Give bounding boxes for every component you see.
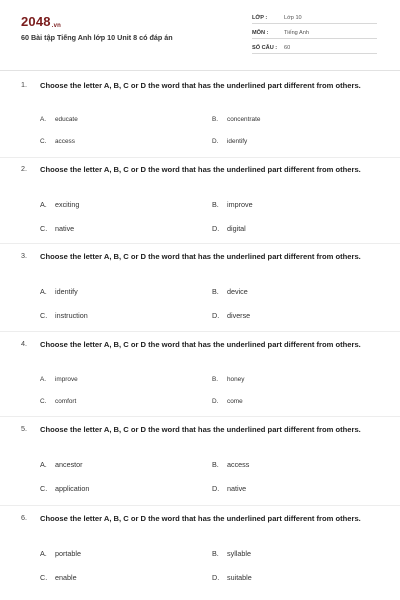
option-a[interactable] xyxy=(40,549,81,558)
option-letter: D. xyxy=(212,138,219,145)
option-word: portable xyxy=(55,549,81,558)
option-d[interactable] xyxy=(212,484,246,493)
question-divider xyxy=(0,157,400,158)
logo-tld: .vn xyxy=(51,23,62,29)
document-header xyxy=(0,0,400,72)
question-prompt: Choose the letter A, B, C or D the word that has the underlined part different from others. xyxy=(40,81,361,90)
option-c[interactable] xyxy=(40,224,74,233)
meta-count-label: SỐ CÂU : xyxy=(252,45,278,51)
option-letter: B. xyxy=(212,549,219,558)
option-word: concentrate xyxy=(227,116,261,123)
question-divider xyxy=(0,505,400,506)
option-word: comfort xyxy=(55,398,77,405)
option-word: identify xyxy=(55,287,78,296)
option-a[interactable] xyxy=(40,200,79,209)
option-word: improve xyxy=(55,376,78,383)
meta-class-row xyxy=(252,13,377,24)
option-word: educate xyxy=(55,116,78,123)
option-word: application xyxy=(55,484,90,493)
option-word: honey xyxy=(227,376,245,383)
option-a[interactable] xyxy=(40,376,78,383)
option-b[interactable] xyxy=(212,116,260,123)
header-divider xyxy=(0,70,400,71)
option-letter: D. xyxy=(212,311,220,320)
question-divider xyxy=(0,416,400,417)
question-prompt: Choose the letter A, B, C or D the word that has the underlined part different from others. xyxy=(40,514,361,523)
option-letter: B. xyxy=(212,460,219,469)
option-d[interactable] xyxy=(212,138,247,145)
option-word: native xyxy=(227,484,247,493)
option-letter: A. xyxy=(40,376,47,383)
meta-subject-label: MÔN : xyxy=(252,30,269,36)
option-letter: A. xyxy=(40,287,47,296)
option-letter: B. xyxy=(212,376,219,383)
option-c[interactable] xyxy=(40,573,77,582)
option-letter: C. xyxy=(40,224,48,233)
meta-class-value: Lớp 10 xyxy=(284,15,302,21)
option-b[interactable] xyxy=(212,287,248,296)
question-divider xyxy=(0,331,400,332)
option-letter: A. xyxy=(40,200,47,209)
logo-text: 2048 xyxy=(21,14,51,29)
option-word: instruction xyxy=(55,311,88,320)
document-title: 60 Bài tập Tiếng Anh lớp 10 Unit 8 có đáp án xyxy=(21,33,173,42)
option-letter: D. xyxy=(212,484,220,493)
option-letter: C. xyxy=(40,398,47,405)
site-logo[interactable] xyxy=(21,14,61,29)
option-c[interactable] xyxy=(40,484,89,493)
option-letter: D. xyxy=(212,398,219,405)
option-word: device xyxy=(227,287,248,296)
option-letter: A. xyxy=(40,116,47,123)
option-word: identify xyxy=(227,138,248,145)
question-number: 2. xyxy=(21,164,27,173)
option-word: exciting xyxy=(55,200,80,209)
option-word: ancestor xyxy=(55,460,83,469)
question-divider xyxy=(0,243,400,244)
option-word: enable xyxy=(55,573,77,582)
option-word: suitable xyxy=(227,573,252,582)
option-word: come xyxy=(227,398,243,405)
option-b[interactable] xyxy=(212,376,244,383)
option-word: access xyxy=(227,460,250,469)
question-number: 1. xyxy=(21,80,27,89)
meta-subject-row xyxy=(252,28,377,39)
option-d[interactable] xyxy=(212,573,252,582)
option-b[interactable] xyxy=(212,549,251,558)
question-number: 6. xyxy=(21,513,27,522)
option-b[interactable] xyxy=(212,200,253,209)
option-letter: B. xyxy=(212,200,219,209)
option-d[interactable] xyxy=(212,398,243,405)
question-prompt: Choose the letter A, B, C or D the word that has the underlined part different from others. xyxy=(40,165,361,174)
option-word: access xyxy=(55,138,75,145)
option-letter: A. xyxy=(40,460,47,469)
option-word: diverse xyxy=(227,311,251,320)
option-c[interactable] xyxy=(40,398,76,405)
option-letter: B. xyxy=(212,116,219,123)
option-word: improve xyxy=(227,200,253,209)
option-word: syllable xyxy=(227,549,251,558)
question-number: 5. xyxy=(21,424,27,433)
question-prompt: Choose the letter A, B, C or D the word that has the underlined part different from others. xyxy=(40,252,361,261)
option-c[interactable] xyxy=(40,311,88,320)
question-prompt: Choose the letter A, B, C or D the word that has the underlined part different from others. xyxy=(40,340,361,349)
option-letter: D. xyxy=(212,573,220,582)
question-number: 4. xyxy=(21,339,27,348)
option-d[interactable] xyxy=(212,224,246,233)
option-letter: B. xyxy=(212,287,219,296)
meta-class-label: LỚP : xyxy=(252,15,268,21)
option-a[interactable] xyxy=(40,287,78,296)
option-d[interactable] xyxy=(212,311,250,320)
option-word: native xyxy=(55,224,75,233)
option-b[interactable] xyxy=(212,460,249,469)
meta-count-row xyxy=(252,43,377,54)
option-word: digital xyxy=(227,224,246,233)
option-letter: C. xyxy=(40,573,48,582)
option-letter: C. xyxy=(40,484,48,493)
meta-count-value: 60 xyxy=(284,45,291,51)
option-letter: C. xyxy=(40,138,47,145)
option-letter: A. xyxy=(40,549,47,558)
option-a[interactable] xyxy=(40,116,78,123)
option-a[interactable] xyxy=(40,460,83,469)
option-letter: D. xyxy=(212,224,220,233)
question-prompt: Choose the letter A, B, C or D the word that has the underlined part different from others. xyxy=(40,425,361,434)
meta-subject-value: Tiếng Anh xyxy=(284,30,309,36)
question-number: 3. xyxy=(21,251,27,260)
option-letter: C. xyxy=(40,311,48,320)
option-c[interactable] xyxy=(40,138,75,145)
